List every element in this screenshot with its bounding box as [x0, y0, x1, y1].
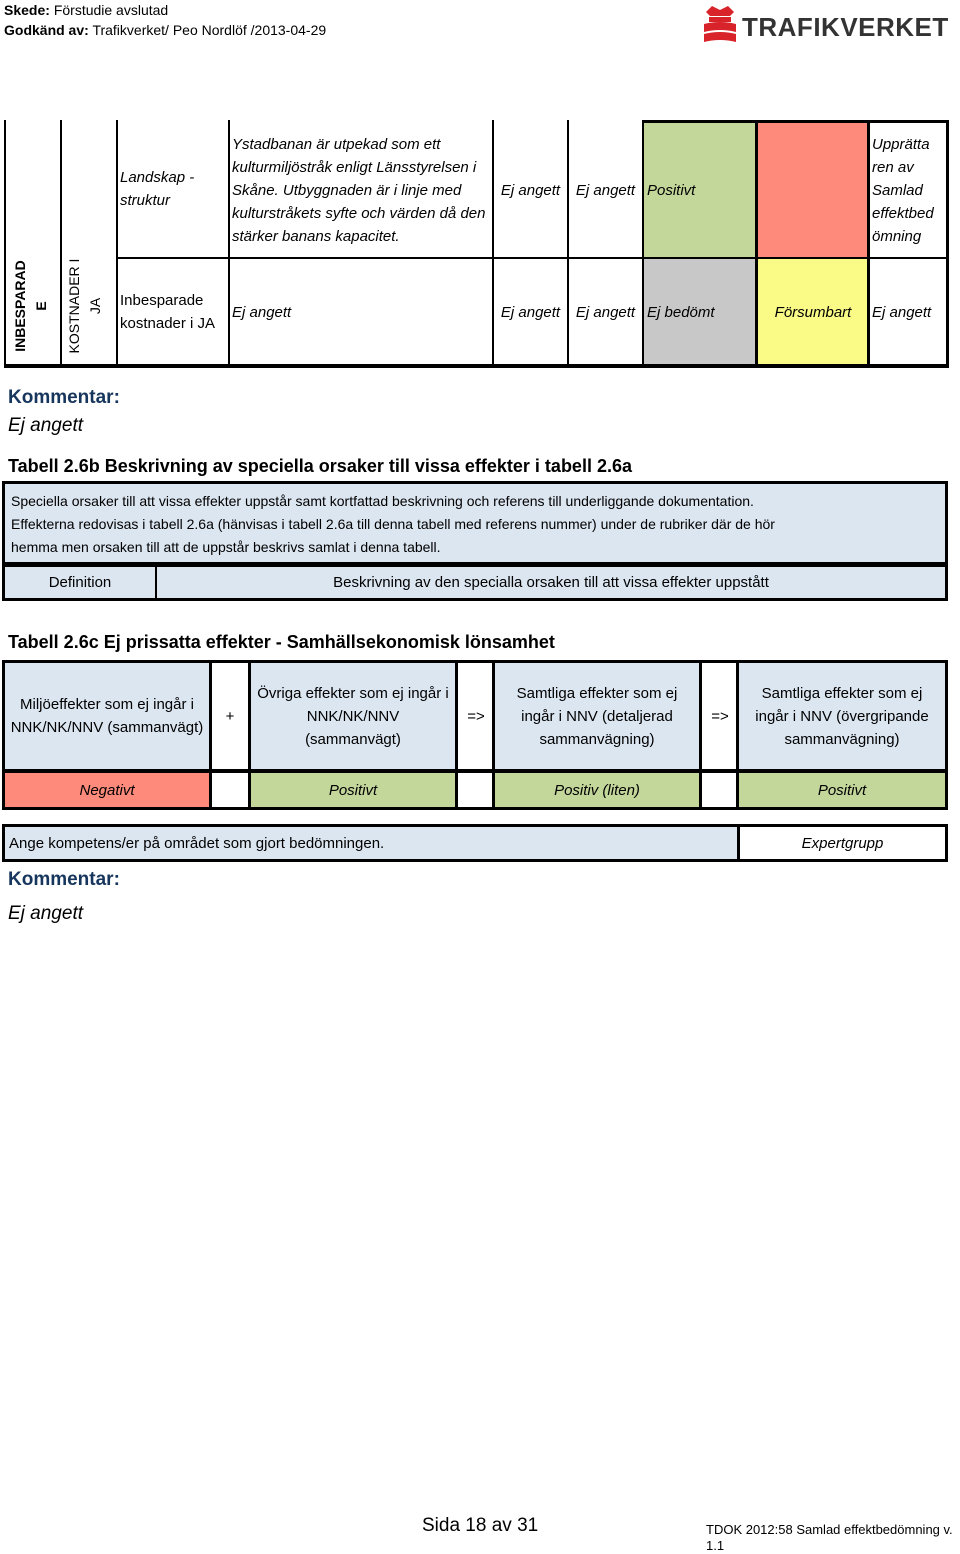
row2-category: Inbesparade kostnader i JA [120, 292, 216, 332]
comment1-value: Ej angett [8, 415, 83, 436]
godkand-value: Trafikverket/ Peo Nordlöf /2013-04-29 [92, 22, 327, 38]
table-2-6b-title: Tabell 2.6b Beskrivning av speciella orsaker till vissa effekter i tabell 2.6a [8, 456, 632, 476]
intro-line-1: Speciella orsaker till att vissa effekter uppstår samt kortfattad beskrivning och referens till underliggande dokumentation. [11, 493, 754, 509]
comment2-label: Kommentar: [8, 869, 120, 890]
op-arrow-2: => [702, 660, 738, 772]
header-samtliga-overgripande: Samtliga effekter som ej ingår i NNV (övergripande sammanvägning) [736, 660, 948, 772]
intro-line-3: hemma men orsaken till att de uppstår beskrivs samlat i denna tabell. [11, 539, 441, 555]
logo-text: TRAFIKVERKET [742, 12, 949, 42]
row1-c2: Ej angett [575, 181, 636, 199]
competence-label: Ange kompetens/er på området som gjort bedömningen. [9, 834, 385, 852]
table-2-6b-intro [2, 481, 948, 565]
col-description: Beskrivning av den specialla orsaken till att vissa effekter uppstått [333, 574, 769, 591]
page-number: Sida 18 av 31 [422, 1515, 539, 1536]
value-samtliga-overgripande: Positivt [736, 770, 948, 810]
col-definition: Definition [48, 574, 112, 591]
row1-c1: Ej angett [500, 181, 561, 199]
table-2-6b-header-row [2, 564, 948, 601]
row1-c3: Positivt [647, 181, 696, 199]
value-gap-2 [458, 770, 494, 810]
header-skede [4, 0, 168, 20]
op-plus: + [212, 660, 248, 772]
row2-c3: Ej bedömt [647, 303, 715, 321]
value-samtliga-detaljerad: Positiv (liten) [492, 770, 702, 810]
op-arrow-1: => [458, 660, 494, 772]
row1-description: Ystadbanan är utpekad som ett kulturmiljöstråk enligt Länsstyrelsen i Skåne. Utbyggnaden är i linje med kulturstråkets syfte och värden då den stärker banans kapacitet. [232, 135, 486, 245]
value-ovriga: Positivt [248, 770, 458, 810]
header-ovriga: Övriga effekter som ej ingår i NNK/NK/NNV (sammanvägt) [248, 660, 458, 772]
row1-category: Landskap - struktur [120, 169, 195, 209]
competence-value: Expertgrupp [801, 834, 884, 852]
header-miljoeffekter: Miljöeffekter som ej ingår i NNK/NK/NNV (sammanvägt) [2, 660, 212, 772]
group-title-inbesparade: INBESPARAD E [12, 260, 49, 352]
group-title-kostnader: KOSTNADER I JA [66, 258, 103, 354]
value-gap-1 [212, 770, 248, 810]
value-gap-3 [702, 770, 738, 810]
row2-description: Ej angett [232, 303, 292, 321]
row2-c2: Ej angett [575, 303, 636, 321]
skede-value: Förstudie avslutad [53, 2, 169, 18]
table-2-6c [2, 660, 950, 810]
godkand-label: Godkänd av: [4, 22, 89, 38]
effects-table-top [0, 120, 952, 368]
doc-id: TDOK 2012:58 Samlad effektbedömning v. 1.1 [706, 1522, 953, 1553]
competence-row [2, 824, 948, 862]
table-2-6c-title: Tabell 2.6c Ej prissatta effekter - Samhällsekonomisk lönsamhet [8, 632, 555, 652]
row1-c5: Upprätta ren av Samlad effektbed ömning [872, 135, 934, 245]
row1-c4 [759, 124, 865, 256]
trafikverket-logo-icon [700, 4, 740, 48]
intro-line-2: Effekterna redovisas i tabell 2.6a (hänvisas i tabell 2.6a till denna tabell med referens nummer) under de rubriker där de hör [11, 516, 775, 532]
comment1-label: Kommentar: [8, 387, 120, 408]
header-godkand [4, 20, 326, 40]
row2-c5: Ej angett [872, 303, 932, 321]
header-samtliga-detaljerad: Samtliga effekter som ej ingår i NNV (detaljerad sammanvägning) [492, 660, 702, 772]
row2-c4: Försumbart [774, 303, 852, 321]
value-miljoeffekter: Negativt [2, 770, 212, 810]
row2-c1: Ej angett [500, 303, 561, 321]
skede-label: Skede: [4, 2, 50, 18]
comment2-value: Ej angett [8, 903, 83, 924]
